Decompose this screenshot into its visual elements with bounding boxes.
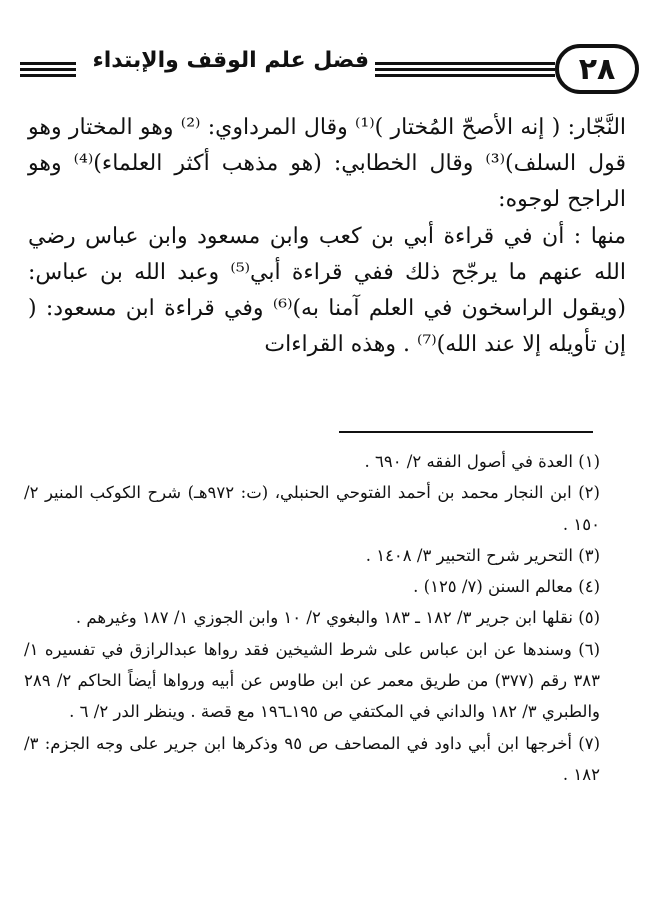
- footnote: (٦) وسندها عن ابن عباس على شرط الشيخين فقد رواها عبدالرازق في تفسيره ١/ ٣٨٣ رقم (٣٧٧) من طريق معمر عن ابن طاوس عن أبيه ورواها أيضاً الحاكم ٢/ ٢٨٩ والطبري ٣/ ١٨٢ والداني في المكتفي ص ١٩٥ـ١٩٦ مع قصة . وينظر الدر ٢/ ٦ .: [24, 639, 601, 722]
- footnote: (٥) نقلها ابن جرير ٣/ ١٨٢ ـ ١٨٣ والبغوي ٢/ ١٠ وابن الجوزي ١/ ١٨٧ وغيرهم .: [75, 608, 600, 628]
- footnote: (٤) معالم السنن (٧/ ١٢٥) .: [413, 577, 600, 597]
- running-title: فضل علم الوقف والإبتداء: [92, 48, 369, 73]
- body-paragraph: منها : أن في قراءة أبي بن كعب وابن مسعود وابن عباس رضي الله عنهم ما يرجّح ذلك ففي قراءة أبي⁽⁵⁾ وعبد الله بن عباس: (ويقول الراسخون في العلم آمنا به)⁽⁶⁾ وفي قراءة ابن مسعود: ( إن تأويله إلا عند الله)⁽⁷⁾ . وهذه القراءات: [28, 223, 626, 358]
- footnote: (٢) ابن النجار محمد بن أحمد الفتوحي الحنبلي، (ت: ٩٧٢هـ) شرح الكوكب المنير ٢/ ١٥٠ .: [24, 483, 600, 534]
- body-text: [28, 110, 626, 363]
- header-rule: [375, 74, 555, 77]
- body-paragraph: النَّجّار: ( إنه الأصحّ المُختار )⁽¹⁾ وقال المرداوي: ⁽²⁾ وهو المختار وهو قول السلف)⁽³⁾ وقال الخطابي: (هو مذهب أكثر العلماء)⁽⁴⁾ وهو الراجح لوجوه:: [28, 115, 627, 213]
- footnote: (٧) أخرجها ابن أبي داود في المصاحف ص ٩٥ وذكرها ابن جرير على وجه الجزم: ٣/ ١٨٢ .: [24, 733, 601, 784]
- page-header: [14, 44, 639, 96]
- footnote: (١) العدة في أصول الفقه ٢/ ٦٩٠ .: [364, 452, 600, 471]
- page-number: ٢٨: [578, 51, 616, 87]
- footnote-separator: [339, 431, 593, 433]
- header-rule: [375, 68, 555, 71]
- header-rule: [20, 74, 76, 77]
- page-number-badge: [555, 44, 639, 94]
- footnotes: [24, 446, 600, 790]
- header-rule: [375, 62, 555, 65]
- header-rule: [20, 62, 76, 65]
- footnote: (٣) التحرير شرح التحبير ٣/ ١٤٠٨ .: [365, 545, 600, 565]
- header-rule: [20, 68, 76, 71]
